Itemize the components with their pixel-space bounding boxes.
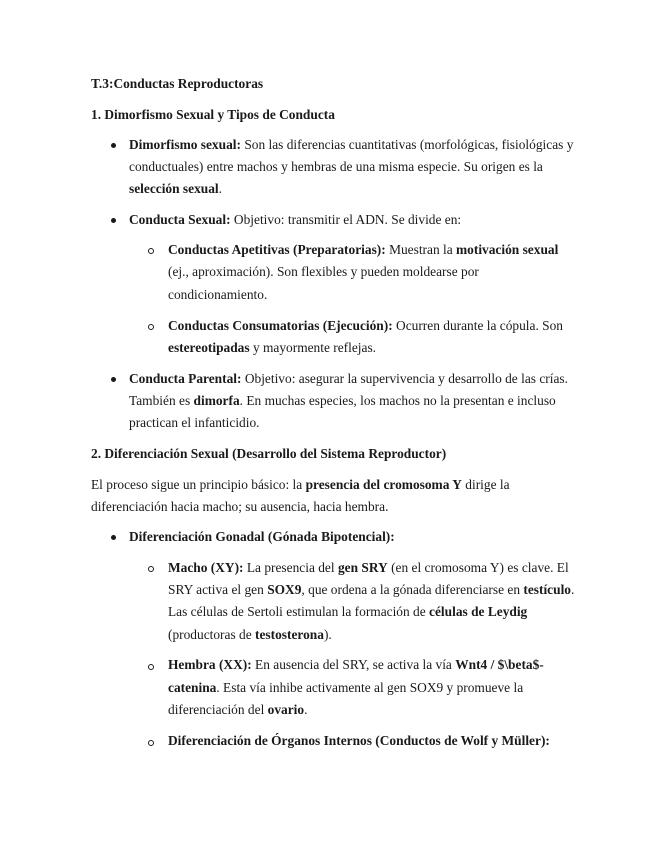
macho-line-1: Macho (XY): La presencia del gen SRY (en el cromosoma Y) es clave. El [168,560,569,575]
dimorfismo-line-1: Dimorfismo sexual: Son las diferencias cuantitativas (morfológicas, fisiológicas y [129,137,574,152]
sub-bullet-apetitivas [148,248,154,254]
sub-bullet-hembra [148,664,154,670]
hembra-line-1: Hembra (XX): En ausencia del SRY, se activa la vía Wnt4 / $\beta$- [168,657,544,672]
gonadal-heading: Diferenciación Gonadal (Gónada Bipotencial): [129,529,395,544]
bullet-conducta-sexual [111,218,116,223]
parental-line-1: Conducta Parental: Objetivo: asegurar la supervivencia y desarrollo de las crías. [129,371,568,386]
hembra-line-3: diferenciación del ovario. [168,702,308,717]
bullet-gonadal [111,535,116,540]
intro-line-2: diferenciación hacia macho; su ausencia, hacia hembra. [91,499,389,514]
macho-line-3: Las células de Sertoli estimulan la formación de células de Leydig [168,604,528,619]
parental-line-3: practican el infanticidio. [129,415,260,430]
hembra-line-2: catenina. Esta vía inhibe activamente al gen SOX9 y promueve la [168,680,524,695]
apetitivas-line-3: condicionamiento. [168,287,268,302]
document-title: T.3:Conductas Reproductoras [91,76,264,91]
bullet-dimorfismo [111,143,116,148]
sub-bullet-organos [148,740,154,746]
conducta-sexual-line: Conducta Sexual: Objetivo: transmitir el ADN. Se divide en: [129,212,462,227]
apetitivas-line-2: (ej., aproximación). Son flexibles y pueden moldearse por [168,264,479,279]
sub-bullet-macho [148,566,154,572]
macho-line-4: (productoras de testosterona). [168,627,332,642]
macho-line-2: SRY activa el gen SOX9, que ordena a la gónada diferenciarse en testículo. [168,582,575,597]
parental-line-2: También es dimorfa. En muchas especies, los machos no la presentan e incluso [129,393,556,408]
consumatorias-line-2: estereotipadas y mayormente reflejas. [168,340,377,355]
sub-bullet-consumatorias [148,324,154,330]
section-1-heading: 1. Dimorfismo Sexual y Tipos de Conducta [91,107,335,122]
dimorfismo-line-3: selección sexual. [129,181,222,196]
intro-line-1: El proceso sigue un principio básico: la presencia del cromosoma Y dirige la [91,477,510,492]
consumatorias-line-1: Conductas Consumatorias (Ejecución): Ocurren durante la cópula. Son [168,318,563,333]
section-2-heading: 2. Diferenciación Sexual (Desarrollo del Sistema Reproductor) [91,446,447,461]
organos-heading: Diferenciación de Órganos Internos (Conductos de Wolf y Müller): [168,733,550,748]
apetitivas-line-1: Conductas Apetitivas (Preparatorias): Muestran la motivación sexual [168,242,559,257]
dimorfismo-line-2: conductuales) entre machos y hembras de una misma especie. Su origen es la [129,159,543,174]
bullet-conducta-parental [111,377,116,382]
